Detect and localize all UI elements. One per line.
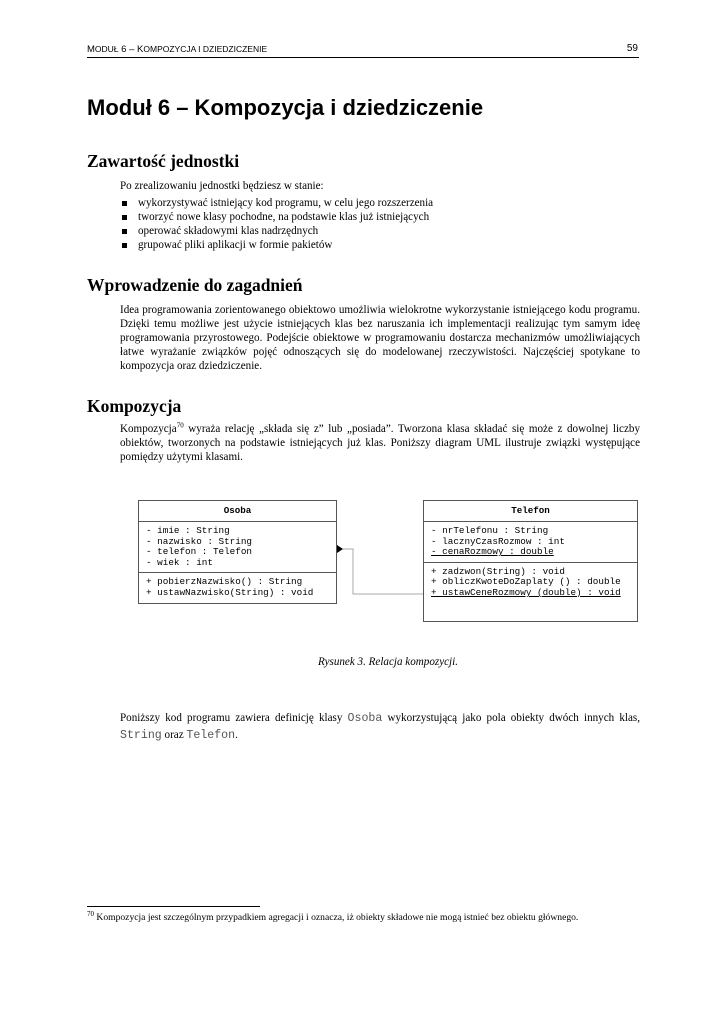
list-item: wykorzystywać istniejący kod programu, w celu jego rozszerzenia — [120, 196, 640, 210]
uml-methods: + zadzwon(String) : void + obliczKwoteDoZaplaty () : double + ustawCeneRozmowy (double) : void — [424, 562, 637, 603]
heading-introduction: Wprowadzenie do zagadnień — [87, 275, 303, 295]
uml-class-telefon — [423, 500, 638, 622]
footnote: $^{70}$ Kompozycja jest szczególnym przypadkiem agregacji i oznacza, iż obiekty składowe nie mogą istnieć bez obiektu głównego. — [87, 909, 579, 923]
uml-attributes: - nrTelefonu : String - lacznyCzasRozmow : int - cenaRozmowy : double — [431, 525, 565, 558]
composition-paragraph: Kompozycja$^{70}$ wyraża relację „składa się z” lub „posiada”. Tworzona klasa składać się może z dowolnej liczby obiektów, tworzonych na podstawie istniejących już klas. Poniższy diagram UML ilustruje związki występujące pomiędzy użytymi klasami. — [120, 421, 640, 463]
page-number: 59 — [626, 43, 638, 54]
uml-class-osoba — [138, 500, 337, 604]
uml-class-name: Telefon — [424, 501, 637, 522]
footnote-rule — [87, 906, 260, 907]
contents-bullet-list — [120, 196, 640, 252]
uml-attributes: - imie : String - nazwisko : String - telefon : Telefon - wiek : int — [146, 525, 253, 568]
closing-paragraph: Poniższy kod programu zawiera definicję klasy Osoba wykorzystującą jako pola obiekty dwóch innych klas, String oraz Telefon. — [120, 712, 640, 742]
list-item: tworzyć nowe klasy pochodne, na podstawie klas już istniejących — [120, 210, 640, 224]
uml-methods: + pobierzNazwisko() : String + ustawNazwisko(String) : void — [139, 572, 336, 602]
running-header: MODUŁ 6 – KOMPOZYCJA I DZIEDZICZENIE — [87, 44, 268, 55]
heading-composition: Kompozycja — [87, 396, 182, 416]
heading-contents: Zawartość jednostki — [87, 151, 240, 171]
header-rule — [87, 57, 639, 58]
list-item: grupować pliki aplikacji w formie pakietów — [120, 238, 640, 252]
introduction-paragraph: Idea programowania zorientowanego obiektowo umożliwia wielokrotne wykorzystanie istniejącego kodu programu. Dzięki temu możliwe jest użycie istniejących klas bez naruszania ich implementacji realizując tym samym ideę programowania przyrostowego. Podejście obiektowe w programowaniu dostarcza mechanizmów umożliwiających łatwe wyrażanie związków pojęć odnoszących się do modelowanej rzeczywistości. Najczęściej spotykane to kompozycja oraz dziedziczenie. — [120, 304, 640, 372]
footnote-ref[interactable]: 70 — [176, 421, 184, 430]
chapter-title: Moduł 6 – Kompozycja i dziedziczenie — [87, 95, 484, 120]
uml-diagram — [138, 500, 638, 625]
uml-class-name: Osoba — [139, 501, 336, 522]
contents-intro: Po zrealizowaniu jednostki będziesz w stanie: — [120, 180, 324, 192]
list-item: operować składowymi klas nadrzędnych — [120, 224, 640, 238]
figure-caption: Rysunek 3. Relacja kompozycji. — [318, 656, 458, 668]
